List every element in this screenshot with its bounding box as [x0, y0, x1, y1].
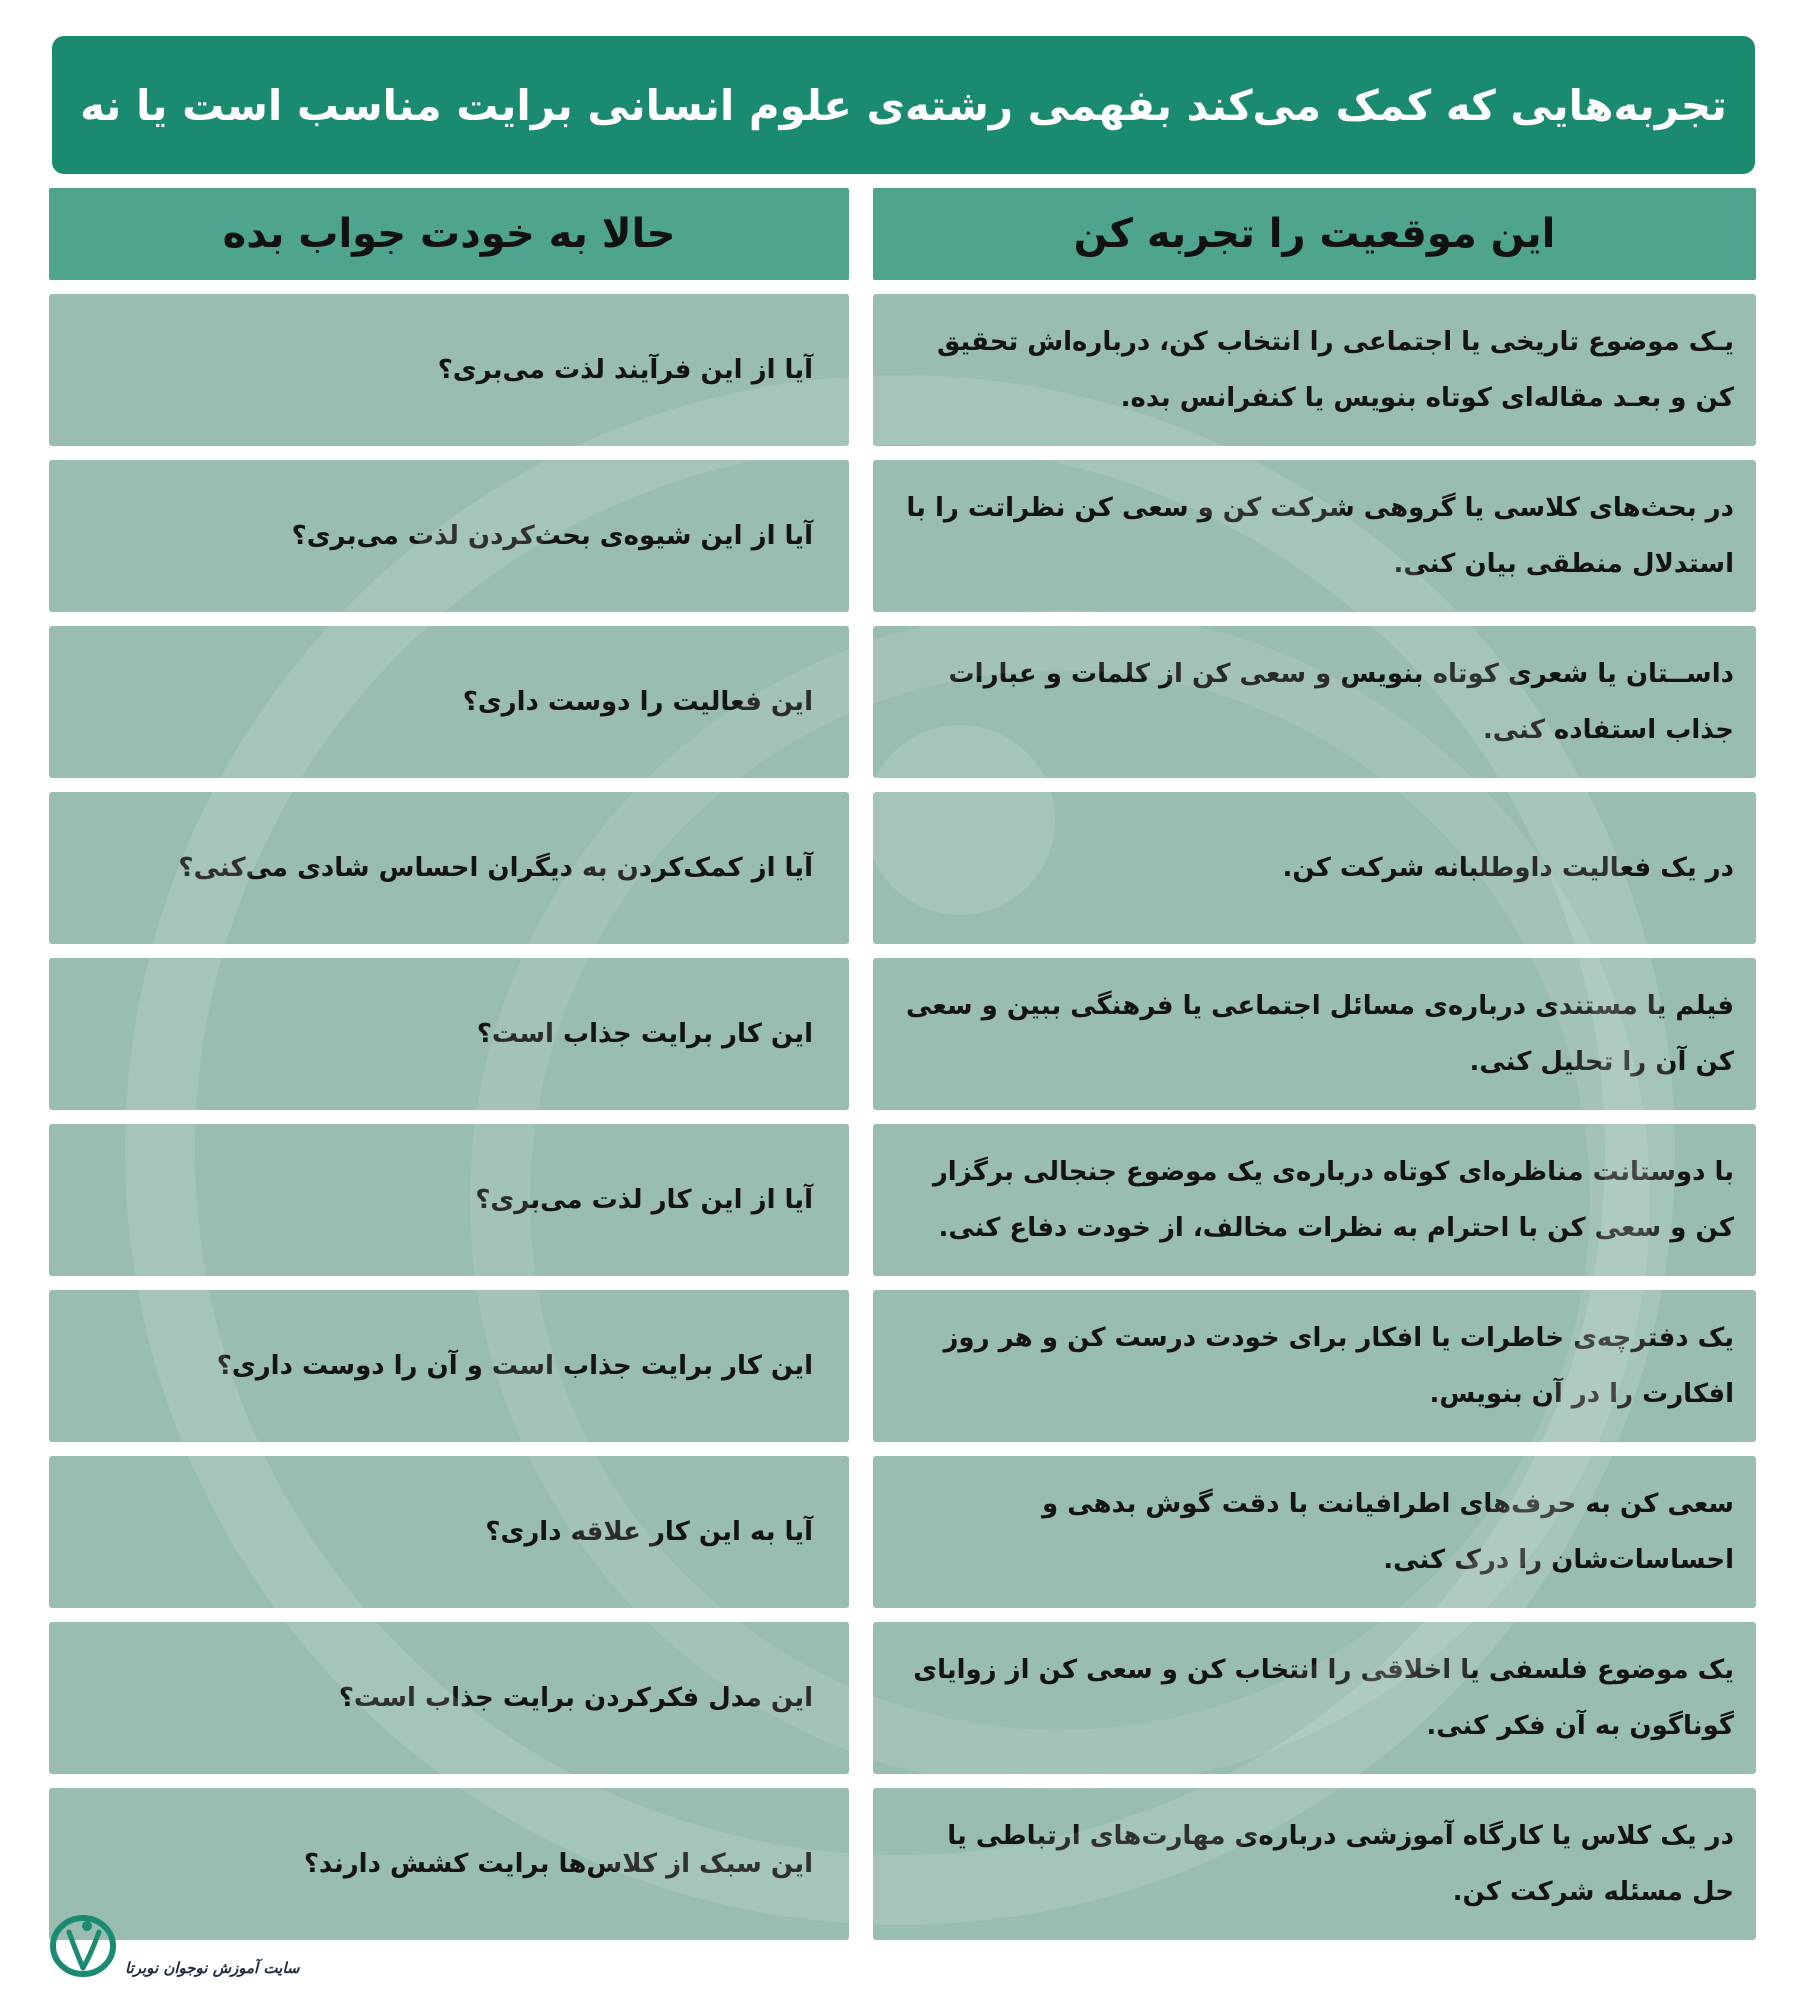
question-cell-5: [49, 958, 849, 1110]
experience-text: داســتان یا شعری کوتاه بنویس و سعی کن از کلمات و عبارات جذاب استفاده کنی.: [948, 659, 1734, 745]
question-cell-8: [49, 1456, 849, 1608]
experience-text: یـک موضوع تاریخی یا اجتماعی را انتخاب کن، درباره‌اش تحقیق کن و بعـد مقاله‌ای کوتاه بنویس یا کنفرانس بده.: [936, 327, 1734, 413]
experience-text: در بحث‌های کلاسی یا گروهی شرکت کن و سعی کن نظراتت را با استدلال منطقی بیان کنی.: [906, 493, 1734, 579]
footer-brand: [47, 1910, 299, 1978]
experience-text: با دوستانت مناظره‌ای کوتاه درباره‌ی یک موضوع جنجالی برگزار کن و سعی کن با احترام به نظرات مخالف، از خودت دفاع کنی.: [932, 1157, 1734, 1243]
experience-text: در یک کلاس یا کارگاه آموزشی درباره‌ی مهارت‌های ارتباطی یا حل مسئله شرکت کن.: [947, 1821, 1734, 1907]
question-text: آیا از این کار لذت می‌بری؟: [475, 1185, 813, 1215]
question-cell-7: [49, 1290, 849, 1442]
experience-cell-6: [873, 1124, 1756, 1276]
experience-text: سعی کن به حرف‌های اطرافیانت با دقت گوش بدهی و احساسات‌شان را درک کنی.: [1042, 1489, 1734, 1575]
experience-text: در یک فعالیت داوطلبانه شرکت کن.: [1282, 853, 1734, 883]
experience-text: یک دفترچه‌ی خاطرات یا افکار برای خودت درست کن و هر روز افکارت را در آن بنویس.: [943, 1323, 1734, 1409]
experience-cell-7: [873, 1290, 1756, 1442]
experience-cell-1: [873, 294, 1756, 446]
question-cell-3: [49, 626, 849, 778]
question-cell-4: [49, 792, 849, 944]
page-title-text: تجربه‌هایی که کمک می‌کند بفهمی رشته‌ی علوم انسانی برایت مناسب است یا نه: [80, 80, 1727, 130]
header-question: [49, 188, 849, 280]
experience-cell-5: [873, 958, 1756, 1110]
brand-logo-icon: [47, 1910, 119, 1978]
experience-table: [49, 188, 1756, 1940]
experience-cell-4: [873, 792, 1756, 944]
header-experience-label: این موقعیت را تجربه کن: [1073, 211, 1556, 257]
question-text: این کار برایت جذاب است و آن را دوست داری؟: [216, 1351, 813, 1381]
question-cell-6: [49, 1124, 849, 1276]
question-text: آیا از این شیوه‌ی بحث‌کردن لذت می‌بری؟: [291, 521, 813, 551]
experience-cell-10: [873, 1788, 1756, 1940]
question-text: آیا از کمک‌کردن به دیگران احساس شادی می‌کنی؟: [178, 853, 813, 883]
experience-cell-9: [873, 1622, 1756, 1774]
page-title: [52, 36, 1755, 174]
question-text: این مدل فکرکردن برایت جذاب است؟: [338, 1683, 813, 1713]
question-text: این کار برایت جذاب است؟: [476, 1019, 813, 1049]
question-text: آیا به این کار علاقه داری؟: [485, 1517, 813, 1547]
question-cell-2: [49, 460, 849, 612]
experience-text: یک موضوع فلسفی یا اخلاقی را انتخاب کن و سعی کن از زوایای گوناگون به آن فکر کنی.: [913, 1655, 1734, 1741]
experience-cell-8: [873, 1456, 1756, 1608]
experience-cell-3: [873, 626, 1756, 778]
question-text: این سبک از کلاس‌ها برایت کشش دارند؟: [303, 1849, 813, 1879]
experience-text: فیلم یا مستندی درباره‌ی مسائل اجتماعی یا فرهنگی ببین و سعی کن آن را تحلیل کنی.: [906, 991, 1734, 1077]
header-experience: [873, 188, 1756, 280]
experience-cell-2: [873, 460, 1756, 612]
question-cell-9: [49, 1622, 849, 1774]
question-text: این فعالیت را دوست داری؟: [462, 687, 813, 717]
question-text: آیا از این فرآیند لذت می‌بری؟: [437, 355, 813, 385]
question-cell-1: [49, 294, 849, 446]
header-question-label: حالا به خودت جواب بده: [222, 211, 676, 257]
footer-site-name: سایت آموزش نوجوان نوبرتا: [125, 1959, 300, 1977]
